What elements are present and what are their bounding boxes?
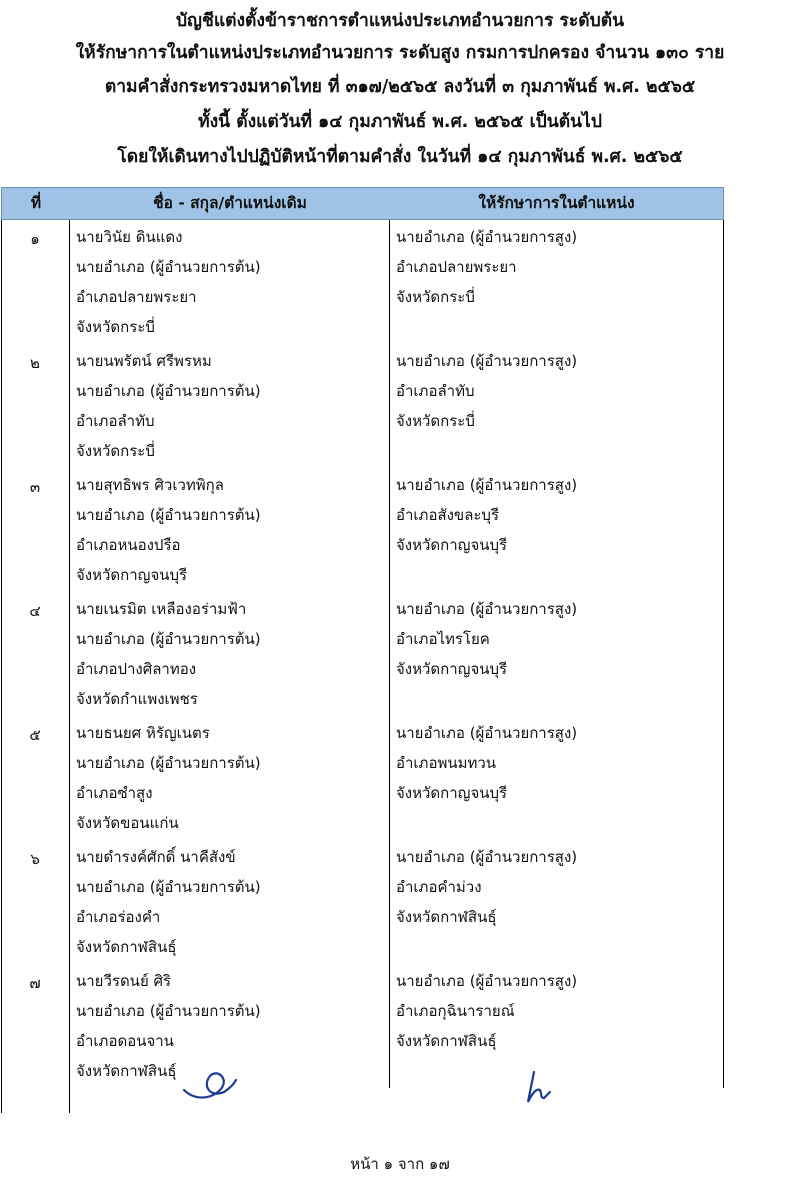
table-divider-2	[389, 220, 390, 1088]
acting-position-line: จังหวัดกาญจนบุรี	[396, 784, 508, 802]
old-position-line: อำเภอหนองปรือ	[76, 536, 181, 554]
person-name: นายสุทธิพร ศิวเวทพิกุล	[76, 476, 224, 494]
old-position-line: อำเภอปลายพระยา	[76, 288, 197, 306]
title-line-1: บัญชีแต่งตั้งข้าราชการตำแหน่งประเภทอำนวยการ ระดับต้น	[175, 11, 625, 31]
old-position-line: จังหวัดกาฬสินธุ์	[76, 1062, 177, 1080]
acting-position-line: อำเภอสังขละบุรี	[396, 506, 500, 524]
old-position-line: จังหวัดกระบี่	[76, 442, 155, 460]
old-position-line: จังหวัดกระบี่	[76, 318, 155, 336]
acting-position-line: นายอำเภอ (ผู้อำนวยการสูง)	[396, 600, 578, 618]
old-position-line: จังหวัดกำแพงเพชร	[76, 690, 198, 708]
old-position-line: จังหวัดกาฬสินธุ์	[76, 938, 177, 956]
acting-position-line: จังหวัดกาฬสินธุ์	[396, 908, 497, 926]
old-position-line: อำเภอลำทับ	[76, 412, 155, 430]
acting-position-line: จังหวัดกาญจนบุรี	[396, 660, 508, 678]
acting-position-line: อำเภอปลายพระยา	[396, 258, 517, 276]
old-position-line: นายอำเภอ (ผู้อำนวยการต้น)	[76, 878, 261, 896]
person-name: นายนพรัตน์ ศรีพรหม	[76, 352, 212, 370]
acting-position-line: จังหวัดกาฬสินธุ์	[396, 1032, 497, 1050]
old-position-line: นายอำเภอ (ผู้อำนวยการต้น)	[76, 754, 261, 772]
page-number: หน้า ๑ จาก ๑๗	[350, 1155, 450, 1173]
acting-position-line: นายอำเภอ (ผู้อำนวยการสูง)	[396, 228, 578, 246]
row-number: ๕	[29, 726, 41, 744]
old-position-line: จังหวัดกาญจนบุรี	[76, 566, 188, 584]
old-position-line: อำเภอซำสูง	[76, 784, 153, 802]
acting-position-line: จังหวัดกระบี่	[396, 412, 475, 430]
old-position-line: อำเภอปางศิลาทอง	[76, 660, 197, 678]
row-number: ๗	[29, 974, 41, 992]
old-position-line: อำเภอร่องคำ	[76, 908, 161, 926]
acting-position-line: จังหวัดกาญจนบุรี	[396, 536, 508, 554]
title-line-5: โดยให้เดินทางไปปฏิบัติหน้าที่ตามคำสั่ง ในวันที่ ๑๔ กุมภาพันธ์ พ.ศ. ๒๕๖๕	[117, 147, 683, 167]
row-number: ๑	[30, 230, 40, 248]
acting-position-line: นายอำเภอ (ผู้อำนวยการสูง)	[396, 352, 578, 370]
signature-left	[180, 1060, 240, 1110]
acting-position-line: อำเภอไทรโยค	[396, 630, 490, 648]
acting-position-line: นายอำเภอ (ผู้อำนวยการสูง)	[396, 848, 578, 866]
title-line-4: ทั้งนี้ ตั้งแต่วันที่ ๑๔ กุมภาพันธ์ พ.ศ. ๒๕๖๕ เป็นต้นไป	[198, 112, 602, 132]
title-line-3: ตามคำสั่งกระทรวงมหาดไทย ที่ ๓๑๗/๒๕๖๕ ลงวันที่ ๓ กุมภาพันธ์ พ.ศ. ๒๕๖๕	[104, 77, 696, 97]
header-name-old-position: ชื่อ - สกุล/ตำแหน่งเดิม	[153, 194, 307, 212]
old-position-line: นายอำเภอ (ผู้อำนวยการต้น)	[76, 1002, 261, 1020]
table-border-right	[723, 220, 724, 1088]
row-number: ๔	[29, 602, 41, 620]
header-no: ที่	[30, 194, 42, 212]
old-position-line: นายอำเภอ (ผู้อำนวยการต้น)	[76, 382, 261, 400]
person-name: นายเนรมิต เหลืองอร่ามฟ้า	[76, 600, 247, 618]
person-name: นายธนยศ หิรัญเนตร	[76, 724, 210, 742]
table-divider-1	[69, 220, 70, 1113]
title-line-2: ให้รักษาการในตำแหน่งประเภทอำนวยการ ระดับสูง กรมการปกครอง จำนวน ๑๓๐ ราย	[75, 43, 725, 63]
acting-position-line: นายอำเภอ (ผู้อำนวยการสูง)	[396, 724, 578, 742]
old-position-line: นายอำเภอ (ผู้อำนวยการต้น)	[76, 630, 261, 648]
person-name: นายวีรดนย์ ศิริ	[76, 972, 172, 990]
old-position-line: อำเภอดอนจาน	[76, 1032, 174, 1050]
acting-position-line: จังหวัดกระบี่	[396, 288, 475, 306]
header-acting-position: ให้รักษาการในตำแหน่ง	[478, 194, 635, 212]
acting-position-line: อำเภอลำทับ	[396, 382, 475, 400]
old-position-line: นายอำเภอ (ผู้อำนวยการต้น)	[76, 506, 261, 524]
person-name: นายวินัย ดินแดง	[76, 228, 183, 246]
row-number: ๓	[29, 478, 41, 496]
acting-position-line: อำเภอพนมทวน	[396, 754, 497, 772]
old-position-line: นายอำเภอ (ผู้อำนวยการต้น)	[76, 258, 261, 276]
acting-position-line: อำเภอกุฉินารายณ์	[396, 1002, 515, 1020]
acting-position-line: อำเภอคำม่วง	[396, 878, 482, 896]
old-position-line: จังหวัดขอนแก่น	[76, 814, 179, 832]
row-number: ๖	[30, 850, 40, 868]
acting-position-line: นายอำเภอ (ผู้อำนวยการสูง)	[396, 972, 578, 990]
person-name: นายดำรงค์ศักดิ์ นาคีสังข์	[76, 848, 236, 866]
row-number: ๒	[30, 354, 40, 372]
signature-right	[524, 1068, 554, 1108]
table-header	[1, 187, 724, 220]
acting-position-line: นายอำเภอ (ผู้อำนวยการสูง)	[396, 476, 578, 494]
